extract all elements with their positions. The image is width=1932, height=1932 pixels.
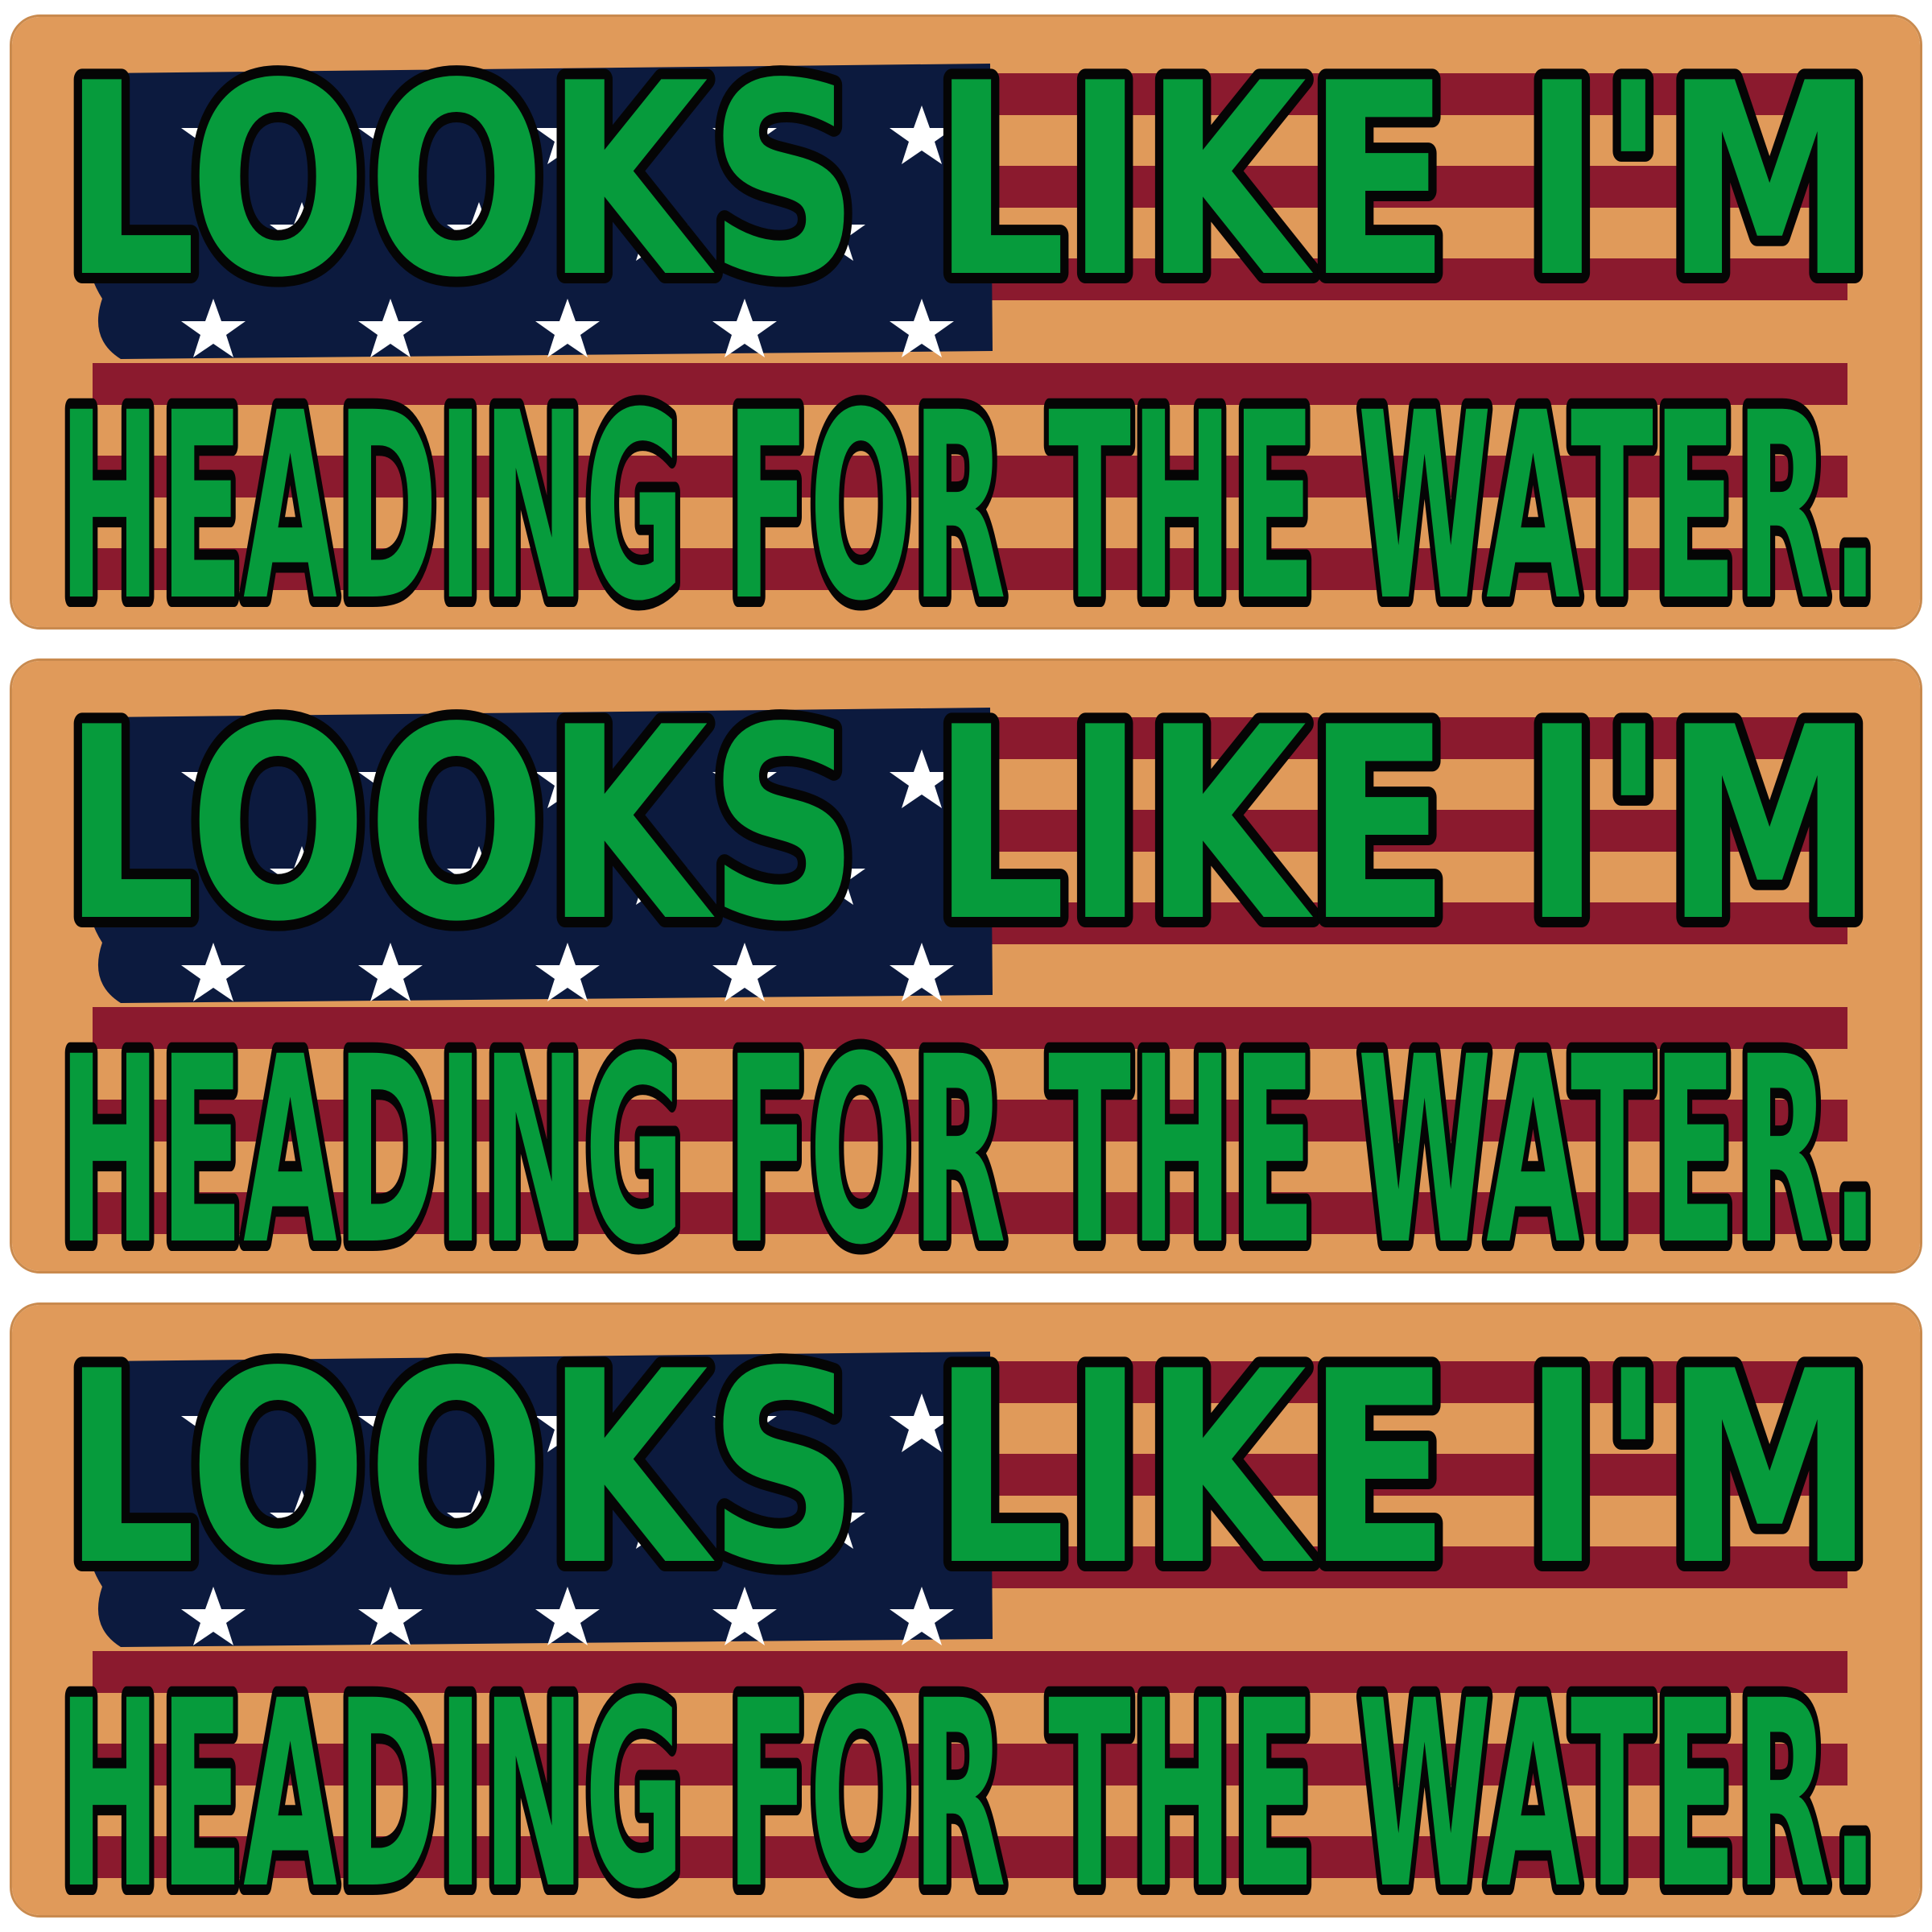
slogan bbox=[12, 661, 1922, 1274]
slogan-line-2: HEADING FOR THE WATER. bbox=[59, 1002, 1878, 1276]
slogan bbox=[12, 1305, 1922, 1918]
slogan-line-1: LOOKS LIKE I'M bbox=[63, 1315, 1874, 1624]
slogan-line-2: HEADING FOR THE WATER. bbox=[59, 1646, 1878, 1920]
sticker-2 bbox=[10, 658, 1922, 1274]
sticker-1 bbox=[10, 14, 1922, 630]
slogan-line-2: HEADING FOR THE WATER. bbox=[59, 358, 1878, 632]
slogan-line-1: LOOKS LIKE I'M bbox=[63, 671, 1874, 980]
slogan bbox=[12, 17, 1922, 630]
slogan-line-1: LOOKS LIKE I'M bbox=[63, 27, 1874, 336]
sticker-3 bbox=[10, 1302, 1922, 1918]
